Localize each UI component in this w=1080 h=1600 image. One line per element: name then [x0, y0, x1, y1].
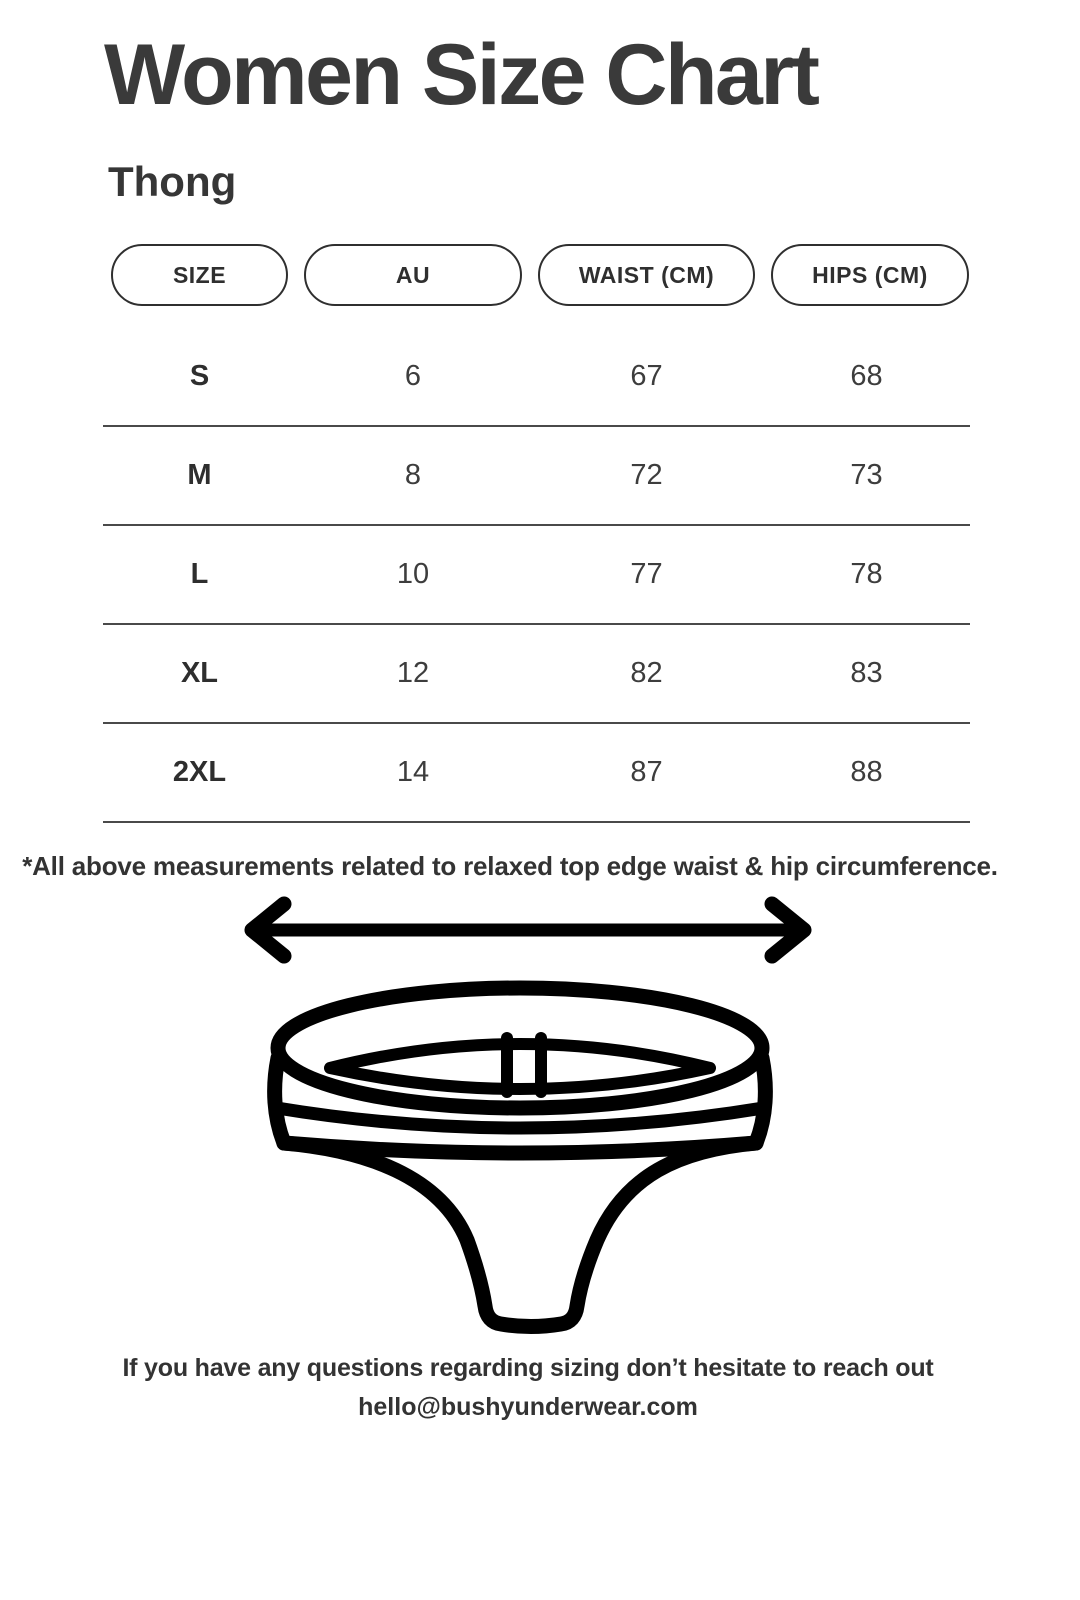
size-label-cell: M [187, 459, 212, 491]
header-cell [530, 244, 763, 306]
table-row-size-m [103, 427, 970, 526]
header-cell [296, 244, 530, 306]
product-name: Thong [108, 158, 237, 205]
waistband-side-left [275, 1058, 284, 1143]
measurement-value-cell: 78 [850, 558, 883, 590]
measurement-value-cell: 88 [850, 756, 883, 788]
measurement-value-cell: 73 [850, 459, 883, 491]
size-table-header-row [103, 244, 970, 306]
header-cell [103, 244, 296, 306]
leg-and-crotch-outline [284, 1143, 756, 1327]
column-header-pill-size: SIZE [111, 244, 288, 306]
thong-outline-icon [275, 988, 766, 1327]
measurement-value-cell: 6 [404, 360, 422, 392]
table-row-size-s [103, 328, 970, 427]
measurement-value-cell: 82 [630, 657, 663, 689]
measurement-value-cell: 77 [630, 558, 663, 590]
measurement-value-cell: 72 [630, 459, 663, 491]
thong-measurement-illustration [230, 878, 820, 1343]
measurement-value-cell: 87 [630, 756, 663, 788]
size-label-cell: S [189, 360, 210, 392]
size-table [103, 244, 970, 823]
measurement-note: *All above measurements related to relaxed top edge waist & hip circumference. [22, 851, 998, 881]
size-label-cell: L [190, 558, 209, 590]
measurement-value-cell: 83 [850, 657, 883, 689]
column-header-pill-au: AU [304, 244, 522, 306]
measurement-value-cell: 67 [630, 360, 663, 392]
waistband-side-right [756, 1058, 765, 1143]
measurement-value-cell: 14 [396, 756, 430, 788]
measurement-value-cell: 8 [404, 459, 422, 491]
waistband-opening [330, 1044, 710, 1089]
table-row-size-2xl [103, 724, 970, 823]
contact-email: hello@bushyunderwear.com [358, 1393, 698, 1421]
size-label-cell: XL [180, 657, 219, 689]
measurement-value-cell: 68 [850, 360, 883, 392]
table-row-size-l [103, 526, 970, 625]
size-table-body [103, 328, 970, 823]
column-header-pill-hips-cm: HIPS (CM) [771, 244, 969, 306]
size-label-cell: 2XL [172, 756, 227, 788]
column-header-pill-waist-cm: WAIST (CM) [538, 244, 755, 306]
width-double-arrow-icon [252, 904, 804, 956]
measurement-value-cell: 10 [396, 558, 430, 590]
measurement-value-cell: 12 [396, 657, 430, 689]
header-cell [763, 244, 970, 306]
footer-text: If you have any questions regarding sizing don’t hesitate to reach out [122, 1354, 934, 1382]
table-row-size-xl [103, 625, 970, 724]
page-title: Women Size Chart [104, 27, 818, 123]
